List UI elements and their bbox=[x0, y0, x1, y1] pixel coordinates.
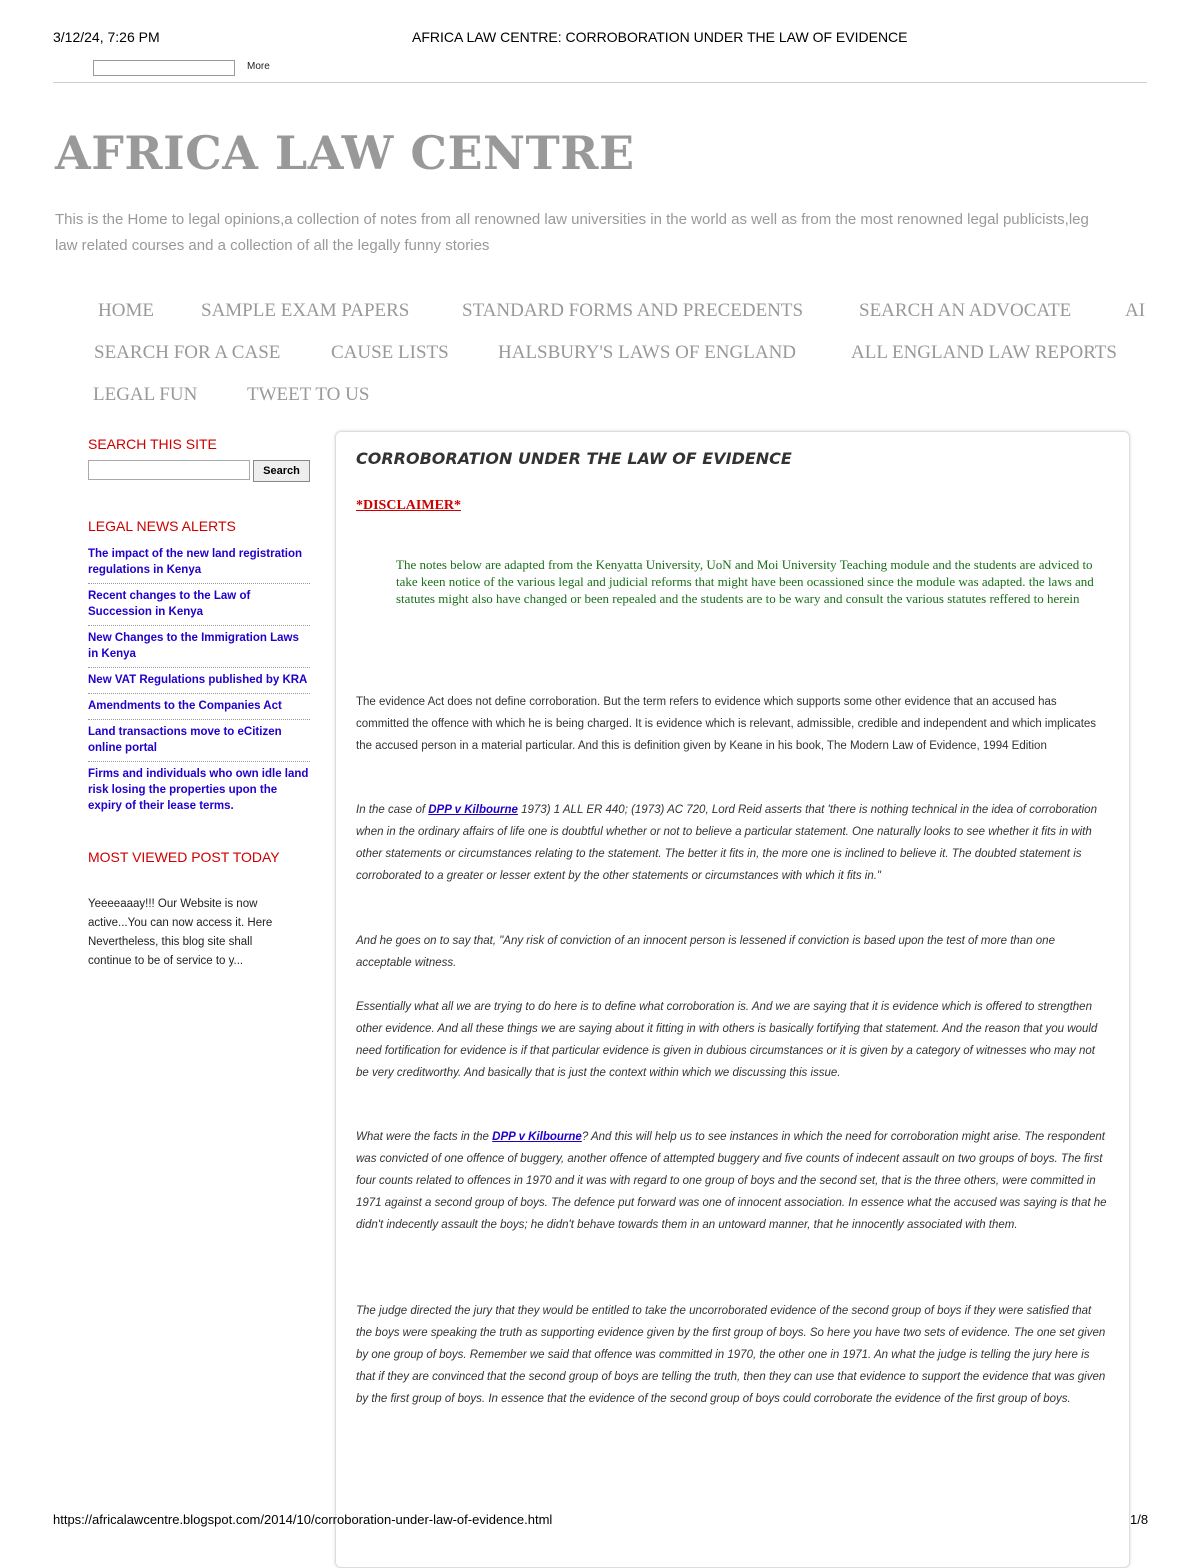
navbar-search-input[interactable] bbox=[93, 60, 235, 76]
search-widget-title: SEARCH THIS SITE bbox=[88, 436, 217, 452]
list-item bbox=[88, 668, 310, 694]
case-link[interactable]: DPP v Kilbourne bbox=[428, 804, 518, 816]
page-tabs bbox=[53, 290, 1147, 420]
news-link[interactable]: New Changes to the Immigration Laws in Kenya bbox=[88, 632, 299, 660]
paragraph-text: ? And this will help us to see instances in which the need for corroboration might arise. The respondent was convicted of one offence of buggery, another offence of attempted buggery and five counts of indecent assault on two groups of boys. The first four counts related to offences in 1970 and it was with regard to one group of boys and the second set, that is the three others, were committed in 1971 against a second group of boys. The defence put forward was one of innocent association. In essence what the accused was saying is that he didn't indecently assault the boys; he didn't behave towards them in an untoward manner, that he innocently associated with them. bbox=[356, 1131, 1107, 1231]
search-button[interactable]: Search bbox=[253, 460, 310, 482]
site-search-input[interactable] bbox=[88, 460, 250, 480]
paragraph: The judge directed the jury that they would be entitled to take the uncorroborated evidence of the second group of boys if they were satisfied that the boys were speaking the truth as supporting evidence given by the first group of boys. So here you have two sets of evidence. The one set given by one group of boys. Remember we said that offence was committed in 1970, the other one in 1971. An what the judge is telling the jury here is that if they are convinced that the second group of boys are telling the truth, then they can use that evidence to support the evidence that was given by the first group of boys. In essence that the evidence of the second group of boys could corroborate the evidence of the first group of boys. bbox=[356, 1305, 1106, 1405]
popular-post-snippet[interactable]: Yeeeeaaay!!! Our Website is now active...You can now access it. Here Nevertheless, this blog site shall continue to be of service to y... bbox=[88, 898, 273, 967]
site-search bbox=[88, 460, 312, 482]
tab-standard-forms[interactable]: STANDARD FORMS AND PRECEDENTS bbox=[462, 300, 804, 321]
paragraph bbox=[356, 799, 1108, 887]
tab-ai[interactable]: AI bbox=[1125, 300, 1146, 321]
news-link[interactable]: Amendments to the Companies Act bbox=[88, 700, 282, 712]
paragraph: The evidence Act does not define corroboration. But the term refers to evidence which supports some other evidence that an accused has committed the offence with which he is being charged. It is evidence which is relevant, admissible, credible and independent and which implicates the accused person in a material particular. And this is definition given by Keane in his book, The Modern Law of Evidence, 1994 Edition bbox=[356, 696, 1097, 752]
blog-description bbox=[55, 207, 1155, 259]
navbar-more-link[interactable]: More bbox=[247, 61, 270, 72]
sidebar bbox=[88, 436, 312, 971]
blogger-navbar bbox=[53, 58, 1147, 83]
paragraph-text: 1973) 1 ALL ER 440; (1973) AC 720, Lord Reid asserts that 'there is nothing technical in the idea of corroboration when in the ordinary affairs of life one is doubtful whether or not to believe a particular statement. One naturally looks to see whether it fits in with other statements or circumstances relating to the statement. The better it fits in, the more one is inclined to believe it. The doubted statement is corroborated to a greater or lesser extent by the other statements or circumstances with which it fits in." bbox=[356, 804, 1097, 882]
blog-title[interactable]: AFRICA LAW CENTRE bbox=[55, 126, 635, 180]
list-item bbox=[88, 694, 310, 720]
paragraph: And he goes on to say that, "Any risk of conviction of an innocent person is lessened if conviction is based upon the test of more than one acceptable witness. bbox=[356, 935, 1055, 969]
list-item bbox=[88, 762, 310, 819]
tab-sample-exam-papers[interactable]: SAMPLE EXAM PAPERS bbox=[201, 300, 410, 321]
tab-tweet-to-us[interactable]: TWEET TO US bbox=[247, 384, 370, 405]
disclaimer-notice: The notes below are adapted from the Kenyatta University, UoN and Moi University Teaching module and the students are adviced to take keen notice of the various legal and judicial reforms that might have been ocassioned since the module was adapted. the laws and statutes might also have changed or been repealed and the students are to be wary and consult the various statutes reffered to herein bbox=[396, 557, 1094, 606]
print-url: https://africalawcentre.blogspot.com/2014/10/corroboration-under-law-of-evidence.html bbox=[53, 1512, 553, 1527]
print-page-number: 1/8 bbox=[1130, 1512, 1149, 1527]
news-link[interactable]: Firms and individuals who own idle land risk losing the properties upon the expiry of their lease terms. bbox=[88, 768, 309, 812]
print-date: 3/12/24, 7:26 PM bbox=[53, 29, 160, 45]
blog-description-line: law related courses and a collection of all the legally funny stories bbox=[55, 237, 490, 254]
news-list bbox=[88, 542, 310, 819]
paragraph-text: What were the facts in the bbox=[356, 1131, 493, 1143]
post-container bbox=[335, 431, 1130, 1568]
print-title: AFRICA LAW CENTRE: CORROBORATION UNDER THE LAW OF EVIDENCE bbox=[412, 29, 908, 45]
list-item bbox=[88, 542, 310, 584]
tab-halsburys-laws[interactable]: HALSBURY'S LAWS OF ENGLAND bbox=[498, 342, 797, 363]
tab-cause-lists[interactable]: CAUSE LISTS bbox=[331, 342, 449, 363]
paragraph bbox=[356, 1126, 1108, 1236]
news-widget-title: LEGAL NEWS ALERTS bbox=[88, 518, 236, 534]
print-header bbox=[0, 29, 1200, 49]
tab-all-england-law-reports[interactable]: ALL ENGLAND LAW REPORTS bbox=[851, 342, 1117, 363]
tab-search-advocate[interactable]: SEARCH AN ADVOCATE bbox=[859, 300, 1072, 321]
popular-widget-title: MOST VIEWED POST TODAY bbox=[88, 849, 280, 865]
news-link[interactable]: The impact of the new land registration regulations in Kenya bbox=[88, 548, 303, 576]
tab-search-case[interactable]: SEARCH FOR A CASE bbox=[94, 342, 281, 363]
paragraph: Essentially what all we are trying to do here is to define what corroboration is. And we are saying that it is evidence which is offered to strengthen other evidence. And all these things we are saying about it fitting in with others is basically fortifying that statement. And the reason that you would need fortification for evidence is if that particular evidence is given in dubious circumstances or it is given by a category of witnesses who may not be very creditworthy. And basically that is just the context within which we discussing this issue. bbox=[356, 1001, 1098, 1079]
blog-description-line: This is the Home to legal opinions,a collection of notes from all renowned law universities in the world as well as from the most renowned legal publicists,leg bbox=[55, 211, 1089, 228]
tab-home[interactable]: HOME bbox=[98, 300, 154, 321]
list-item bbox=[88, 720, 310, 762]
news-link[interactable]: Land transactions move to eCitizen online portal bbox=[88, 726, 282, 754]
post-title: CORROBORATION UNDER THE LAW OF EVIDENCE bbox=[356, 449, 792, 468]
case-link[interactable]: DPP v Kilbourne bbox=[492, 1131, 582, 1143]
list-item bbox=[88, 626, 310, 668]
list-item bbox=[88, 584, 310, 626]
disclaimer-heading: *DISCLAIMER* bbox=[356, 498, 462, 513]
news-link[interactable]: Recent changes to the Law of Succession in Kenya bbox=[88, 590, 251, 618]
news-link[interactable]: New VAT Regulations published by KRA bbox=[88, 674, 308, 686]
tab-legal-fun[interactable]: LEGAL FUN bbox=[93, 384, 198, 405]
paragraph-text: In the case of bbox=[356, 804, 429, 816]
